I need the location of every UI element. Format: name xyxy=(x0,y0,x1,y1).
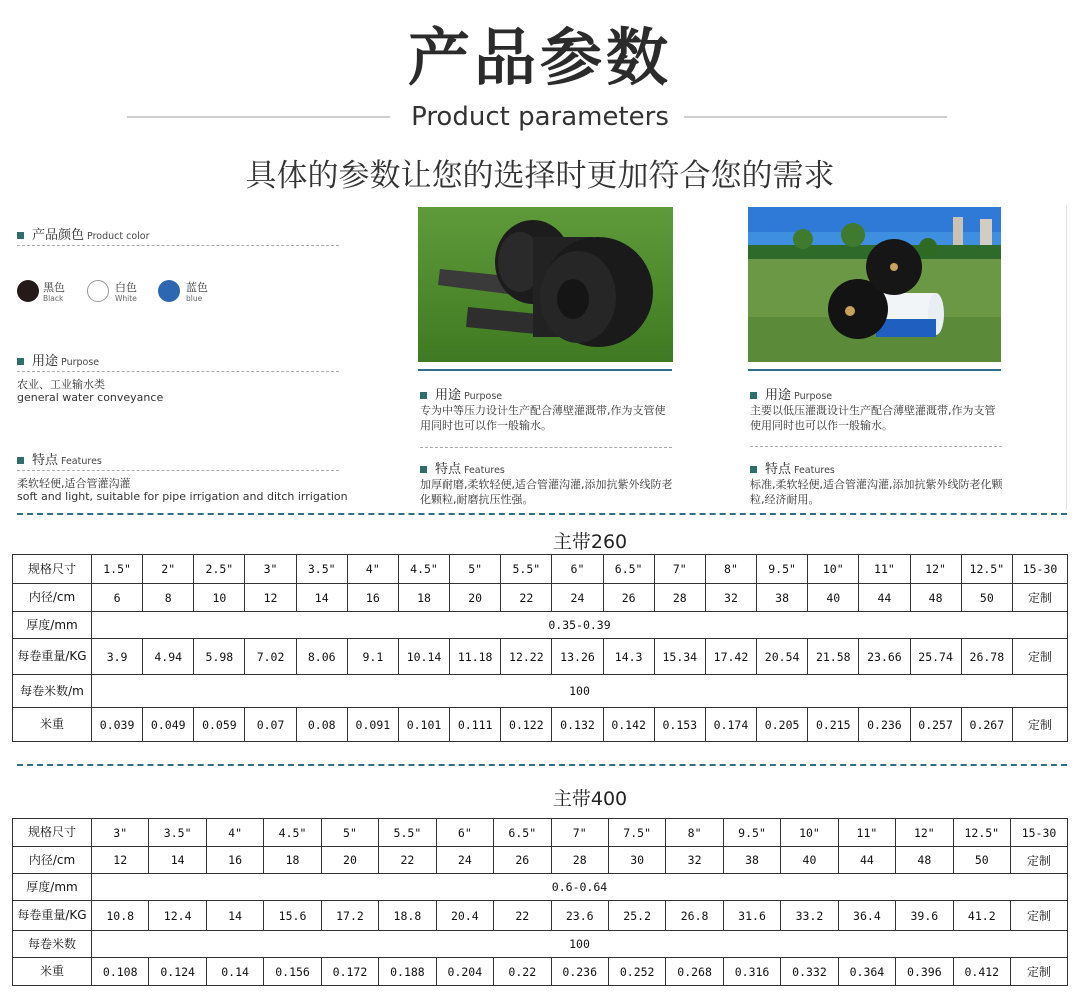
cell: 11" xyxy=(859,555,910,584)
cell: 17.2 xyxy=(321,901,378,931)
cell: 26.8 xyxy=(666,901,723,931)
cell: 15-30 xyxy=(1011,819,1068,847)
row-label: 每卷米数/m xyxy=(13,675,92,708)
cell: 7.02 xyxy=(245,639,296,675)
cell: 5.5" xyxy=(379,819,436,847)
divider xyxy=(17,371,339,372)
photo-underline xyxy=(748,369,1001,371)
cell: 32 xyxy=(666,847,723,874)
photo-underline xyxy=(418,369,672,371)
color-heading: 产品颜色 Product color xyxy=(17,224,150,243)
cell: 0.049 xyxy=(143,708,194,742)
row-label: 每卷重量/KG xyxy=(13,639,92,675)
cell: 36.4 xyxy=(838,901,895,931)
cell: 7.5" xyxy=(608,819,665,847)
cell: 4" xyxy=(206,819,263,847)
cell: 3.9 xyxy=(92,639,143,675)
cell: 3.5" xyxy=(296,555,347,584)
mid-purpose-text: 专为中等压力设计生产配合薄壁灌溉带,作为支管使用同时也可以作一般输水。 xyxy=(420,404,666,432)
table-row xyxy=(13,639,1068,675)
cell: 16 xyxy=(206,847,263,874)
cell: 20 xyxy=(321,847,378,874)
cell: 8 xyxy=(143,584,194,612)
purpose-text-en: general water conveyance xyxy=(17,391,164,404)
cell: 11" xyxy=(838,819,895,847)
cell: 39.6 xyxy=(896,901,953,931)
cell: 0.172 xyxy=(321,958,378,986)
cell: 20.54 xyxy=(757,639,808,675)
cell: 0.153 xyxy=(654,708,705,742)
row-label: 厚度/mm xyxy=(13,612,92,639)
cell: 32 xyxy=(705,584,756,612)
cell: 14 xyxy=(296,584,347,612)
edge-rule xyxy=(1066,205,1067,510)
row-label: 米重 xyxy=(13,708,92,742)
table-row xyxy=(13,901,1068,931)
row-label: 每卷米数 xyxy=(13,931,92,958)
cell: 0.156 xyxy=(264,958,321,986)
cell: 30 xyxy=(608,847,665,874)
table-400-title: 主带400 xyxy=(552,788,628,810)
cell: 40 xyxy=(781,847,838,874)
cell: 6 xyxy=(92,584,143,612)
cell: 6" xyxy=(552,555,603,584)
cell: 3" xyxy=(245,555,296,584)
cell: 5" xyxy=(321,819,378,847)
cell: 11.18 xyxy=(450,639,501,675)
cell: 20 xyxy=(450,584,501,612)
table-260-title: 主带260 xyxy=(552,531,628,553)
cell: 26 xyxy=(603,584,654,612)
table-row xyxy=(13,847,1068,874)
cell: 14 xyxy=(149,847,206,874)
cell: 33.2 xyxy=(781,901,838,931)
cell: 12.4 xyxy=(149,901,206,931)
cell: 定制 xyxy=(1013,584,1068,612)
cell: 13.26 xyxy=(552,639,603,675)
cell: 定制 xyxy=(1011,958,1068,986)
cell: 0.22 xyxy=(494,958,551,986)
cell: 4.5" xyxy=(264,819,321,847)
cell: 41.2 xyxy=(953,901,1010,931)
cell: 23.66 xyxy=(859,639,910,675)
cell: 26.78 xyxy=(961,639,1012,675)
cell: 定制 xyxy=(1011,847,1068,874)
cell: 0.252 xyxy=(608,958,665,986)
cell: 5" xyxy=(450,555,501,584)
row-label: 规格尺寸 xyxy=(13,555,92,584)
right-features-heading: 特点 Features xyxy=(750,458,835,477)
right-purpose-text: 主要以低压灌溉设计生产配合薄壁灌溉带,作为支管使用同时也可以作一般输水。 xyxy=(750,404,996,432)
table-400 xyxy=(12,818,1068,986)
cell: 28 xyxy=(654,584,705,612)
cell: 0.412 xyxy=(953,958,1010,986)
page-tagline: 具体的参数让您的选择时更加符合您的需求 xyxy=(245,158,835,194)
color-swatch-white xyxy=(87,280,109,302)
cell: 22 xyxy=(379,847,436,874)
cell: 48 xyxy=(896,847,953,874)
cell: 4" xyxy=(347,555,398,584)
cell: 50 xyxy=(953,847,1010,874)
cell: 24 xyxy=(436,847,493,874)
row-label: 内径/cm xyxy=(13,847,92,874)
bullet-square-icon xyxy=(17,232,24,239)
mid-purpose-heading: 用途 Purpose xyxy=(420,384,502,403)
black-hose-photo xyxy=(418,207,673,362)
cell: 38 xyxy=(723,847,780,874)
color-label-blue: 蓝色 blue xyxy=(186,281,208,303)
cell: 0.204 xyxy=(436,958,493,986)
divider xyxy=(420,447,672,448)
cell: 2" xyxy=(143,555,194,584)
cell: 40 xyxy=(808,584,859,612)
color-label-black: 黑色 Black xyxy=(43,281,65,303)
table-row xyxy=(13,958,1068,986)
table-row xyxy=(13,708,1068,742)
cell: 21.58 xyxy=(808,639,859,675)
cell: 12.5" xyxy=(961,555,1012,584)
table-row xyxy=(13,874,1068,901)
cell: 2.5" xyxy=(194,555,245,584)
cell: 6.5" xyxy=(494,819,551,847)
cell: 0.205 xyxy=(757,708,808,742)
cell: 14 xyxy=(206,901,263,931)
cell: 31.6 xyxy=(723,901,780,931)
features-text-en: soft and light, suitable for pipe irrigation and ditch irrigation xyxy=(17,490,348,503)
row-label: 规格尺寸 xyxy=(13,819,92,847)
table-row xyxy=(13,612,1068,639)
divider xyxy=(750,446,1002,447)
cell: 7" xyxy=(551,819,608,847)
cell: 16 xyxy=(347,584,398,612)
cell: 0.122 xyxy=(501,708,552,742)
cell: 8" xyxy=(705,555,756,584)
row-label: 每卷重量/KG xyxy=(13,901,92,931)
cell: 0.039 xyxy=(92,708,143,742)
cell: 0.091 xyxy=(347,708,398,742)
bullet-square-icon xyxy=(420,466,427,473)
cell: 18.8 xyxy=(379,901,436,931)
color-swatch-blue xyxy=(158,280,180,302)
cell: 12.5" xyxy=(953,819,1010,847)
cell: 10 xyxy=(194,584,245,612)
mid-features-text: 加厚耐磨,柔软轻便,适合管灌沟灌,添加抗紫外线防老化颗粒,耐磨抗压性强。 xyxy=(420,478,673,506)
color-swatch-black xyxy=(17,280,39,302)
cell: 22 xyxy=(501,584,552,612)
cell: 定制 xyxy=(1013,708,1068,742)
right-features-text: 标准,柔软轻便,适合管灌沟灌,添加抗紫外线防老化颗粒,经济耐用。 xyxy=(750,478,1003,506)
cell: 1.5" xyxy=(92,555,143,584)
cell: 定制 xyxy=(1013,639,1068,675)
cell: 0.6-0.64 xyxy=(92,874,1068,901)
table-row xyxy=(13,555,1068,584)
section-divider xyxy=(17,764,1067,766)
features-heading: 特点 Features xyxy=(17,449,102,468)
cell: 26 xyxy=(494,847,551,874)
cell: 0.257 xyxy=(910,708,961,742)
cell: 0.142 xyxy=(603,708,654,742)
cell: 0.08 xyxy=(296,708,347,742)
cell: 10" xyxy=(808,555,859,584)
cell: 100 xyxy=(92,931,1068,958)
cell: 0.111 xyxy=(450,708,501,742)
cell: 0.316 xyxy=(723,958,780,986)
cell: 0.35-0.39 xyxy=(92,612,1068,639)
cell: 0.364 xyxy=(838,958,895,986)
cell: 20.4 xyxy=(436,901,493,931)
cell: 0.124 xyxy=(149,958,206,986)
cell: 23.6 xyxy=(551,901,608,931)
cell: 28 xyxy=(551,847,608,874)
cell: 15-30 xyxy=(1013,555,1068,584)
cell: 0.215 xyxy=(808,708,859,742)
cell: 5.5" xyxy=(501,555,552,584)
cell: 4.5" xyxy=(398,555,449,584)
cell: 9.5" xyxy=(723,819,780,847)
cell: 12" xyxy=(896,819,953,847)
cell: 25.2 xyxy=(608,901,665,931)
table-row xyxy=(13,819,1068,847)
bullet-square-icon xyxy=(420,392,427,399)
cell: 12" xyxy=(910,555,961,584)
cell: 7" xyxy=(654,555,705,584)
right-purpose-heading: 用途 Purpose xyxy=(750,384,832,403)
cell: 10" xyxy=(781,819,838,847)
cell: 10.8 xyxy=(92,901,149,931)
cell: 0.268 xyxy=(666,958,723,986)
cell: 12 xyxy=(92,847,149,874)
cell: 0.332 xyxy=(781,958,838,986)
table-row xyxy=(13,675,1068,708)
cell: 3" xyxy=(92,819,149,847)
divider xyxy=(17,245,339,246)
cell: 9.1 xyxy=(347,639,398,675)
cell: 38 xyxy=(757,584,808,612)
divider xyxy=(17,470,339,471)
cell: 0.267 xyxy=(961,708,1012,742)
cell: 0.396 xyxy=(896,958,953,986)
cell: 0.188 xyxy=(379,958,436,986)
table-row xyxy=(13,584,1068,612)
cell: 0.236 xyxy=(551,958,608,986)
cell: 0.07 xyxy=(245,708,296,742)
row-label: 米重 xyxy=(13,958,92,986)
cell: 12 xyxy=(245,584,296,612)
cell: 18 xyxy=(264,847,321,874)
mid-features-heading: 特点 Features xyxy=(420,458,505,477)
cell: 25.74 xyxy=(910,639,961,675)
cell: 5.98 xyxy=(194,639,245,675)
cell: 12.22 xyxy=(501,639,552,675)
cell: 48 xyxy=(910,584,961,612)
cell: 3.5" xyxy=(149,819,206,847)
cell: 8.06 xyxy=(296,639,347,675)
cell: 0.101 xyxy=(398,708,449,742)
cell: 15.34 xyxy=(654,639,705,675)
cell: 44 xyxy=(838,847,895,874)
cell: 0.108 xyxy=(92,958,149,986)
row-label: 内径/cm xyxy=(13,584,92,612)
cell: 22 xyxy=(494,901,551,931)
cell: 4.94 xyxy=(143,639,194,675)
cell: 10.14 xyxy=(398,639,449,675)
cell: 0.132 xyxy=(552,708,603,742)
cell: 定制 xyxy=(1011,901,1068,931)
cell: 24 xyxy=(552,584,603,612)
bullet-square-icon xyxy=(750,466,757,473)
cell: 15.6 xyxy=(264,901,321,931)
row-label: 厚度/mm xyxy=(13,874,92,901)
purpose-heading: 用途 Purpose xyxy=(17,350,99,369)
features-text-cn: 柔软轻便,适合管灌沟灌 xyxy=(17,477,131,490)
bullet-square-icon xyxy=(17,457,24,464)
cell: 44 xyxy=(859,584,910,612)
cell: 0.14 xyxy=(206,958,263,986)
cell: 0.059 xyxy=(194,708,245,742)
cell: 100 xyxy=(92,675,1068,708)
table-row xyxy=(13,931,1068,958)
color-label-white: 白色 White xyxy=(115,281,137,303)
purpose-text-cn: 农业、工业输水类 xyxy=(17,378,105,391)
page-subtitle-en: Product parameters xyxy=(411,102,669,132)
cell: 17.42 xyxy=(705,639,756,675)
cell: 9.5" xyxy=(757,555,808,584)
blue-hose-photo xyxy=(748,207,1001,362)
cell: 0.236 xyxy=(859,708,910,742)
cell: 50 xyxy=(961,584,1012,612)
page-title: 产品参数 xyxy=(407,21,672,94)
cell: 18 xyxy=(398,584,449,612)
cell: 6" xyxy=(436,819,493,847)
cell: 6.5" xyxy=(603,555,654,584)
table-260 xyxy=(12,554,1068,742)
cell: 8" xyxy=(666,819,723,847)
bullet-square-icon xyxy=(17,358,24,365)
section-divider xyxy=(17,513,1067,515)
cell: 0.174 xyxy=(705,708,756,742)
cell: 14.3 xyxy=(603,639,654,675)
bullet-square-icon xyxy=(750,392,757,399)
